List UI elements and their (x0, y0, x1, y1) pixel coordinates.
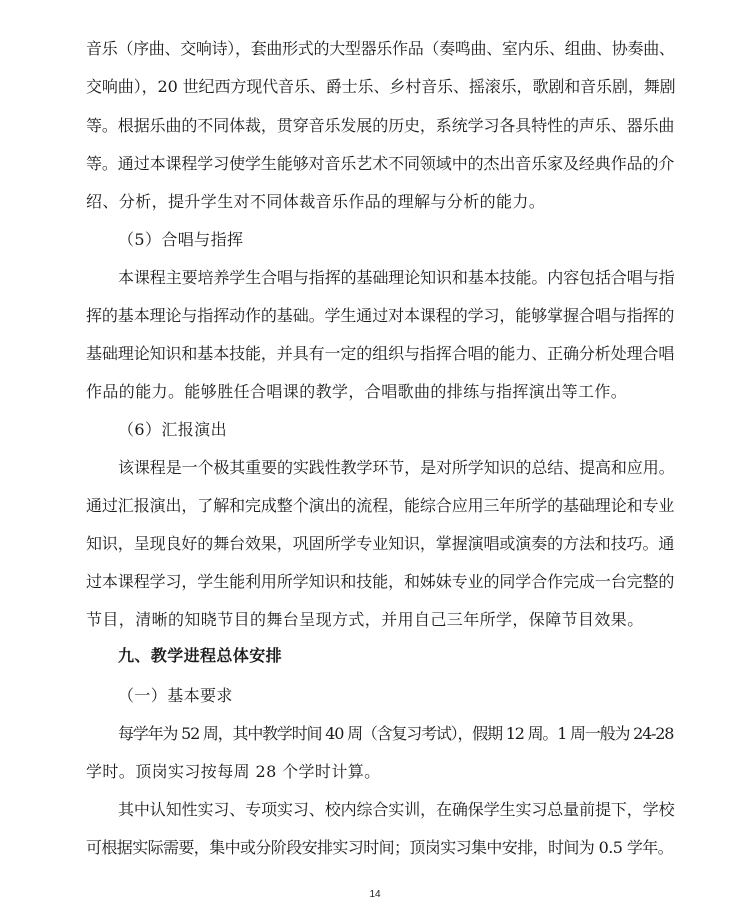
body-text-line: 作品的能力。能够胜任合唱课的教学，合唱歌曲的排练与指挥演出等工作。 (86, 382, 628, 401)
page-number: 14 (369, 889, 381, 900)
subsection-heading-choir-conducting: （5）合唱与指挥 (118, 230, 244, 249)
body-text-line: 通过汇报演出，了解和完成整个演出的流程，能综合应用三年所学的基础理论和专业 (86, 496, 675, 515)
body-text-line: 基础理论知识和基本技能，并具有一定的组织与指挥合唱的能力、正确分析处理合唱 (86, 344, 675, 363)
body-text-line: 可根据实际需要，集中或分阶段安排实习时间；顶岗实习集中安排，时间为 0.5 学年。 (86, 838, 674, 857)
body-text-line: 该课程是一个极其重要的实践性教学环节，是对所学知识的总结、提高和应用。 (118, 458, 675, 477)
body-text-line: 挥的基本理论与指挥动作的基础。学生通过对本课程的学习，能够掌握合唱与指挥的 (86, 306, 675, 325)
body-text-line: 交响曲），20 世纪西方现代音乐、爵士乐、乡村音乐、摇滚乐，歌剧和音乐剧，舞剧 (86, 77, 676, 96)
subsection-heading-basic-requirements: （一）基本要求 (118, 686, 233, 705)
body-text-line: 学时。顶岗实习按每周 28 个学时计算。 (86, 762, 381, 781)
body-text-line: 等。根据乐曲的不同体裁，贯穿音乐发展的历史，系统学习各具特性的声乐、器乐曲 (86, 116, 675, 135)
body-text-line: 本课程主要培养学生合唱与指挥的基础理论知识和基本技能。内容包括合唱与指 (118, 268, 675, 287)
section-heading: 九、教学进程总体安排 (118, 646, 283, 665)
body-text-line: 每学年为 52 周，其中教学时间 40 周（含复习考试），假期 12 周。1 周一般为 24-28 (118, 724, 674, 743)
body-text-line: 等。通过本课程学习使学生能够对音乐艺术不同领域中的杰出音乐家及经典作品的介 (86, 154, 675, 173)
body-text-line: 知识，呈现良好的舞台效果，巩固所学专业知识，掌握演唱或演奏的方法和技巧。通 (86, 534, 675, 553)
body-text-line: 其中认知性实习、专项实习、校内综合实训，在确保学生实习总量前提下，学校 (118, 800, 675, 819)
body-text-line: 过本课程学习，学生能利用所学知识和技能，和姊妹专业的同学合作完成一台完整的 (86, 572, 675, 591)
body-text-line: 音乐（序曲、交响诗），套曲形式的大型器乐作品（奏鸣曲、室内乐、组曲、协奏曲、 (86, 39, 675, 58)
subsection-heading-performance: （6）汇报演出 (118, 420, 227, 439)
body-text-line: 节目，清晰的知晓节目的舞台呈现方式，并用自己三年所学，保障节目效果。 (86, 610, 644, 629)
body-text-line: 绍、分析，提升学生对不同体裁音乐作品的理解与分析的能力。 (86, 192, 546, 211)
